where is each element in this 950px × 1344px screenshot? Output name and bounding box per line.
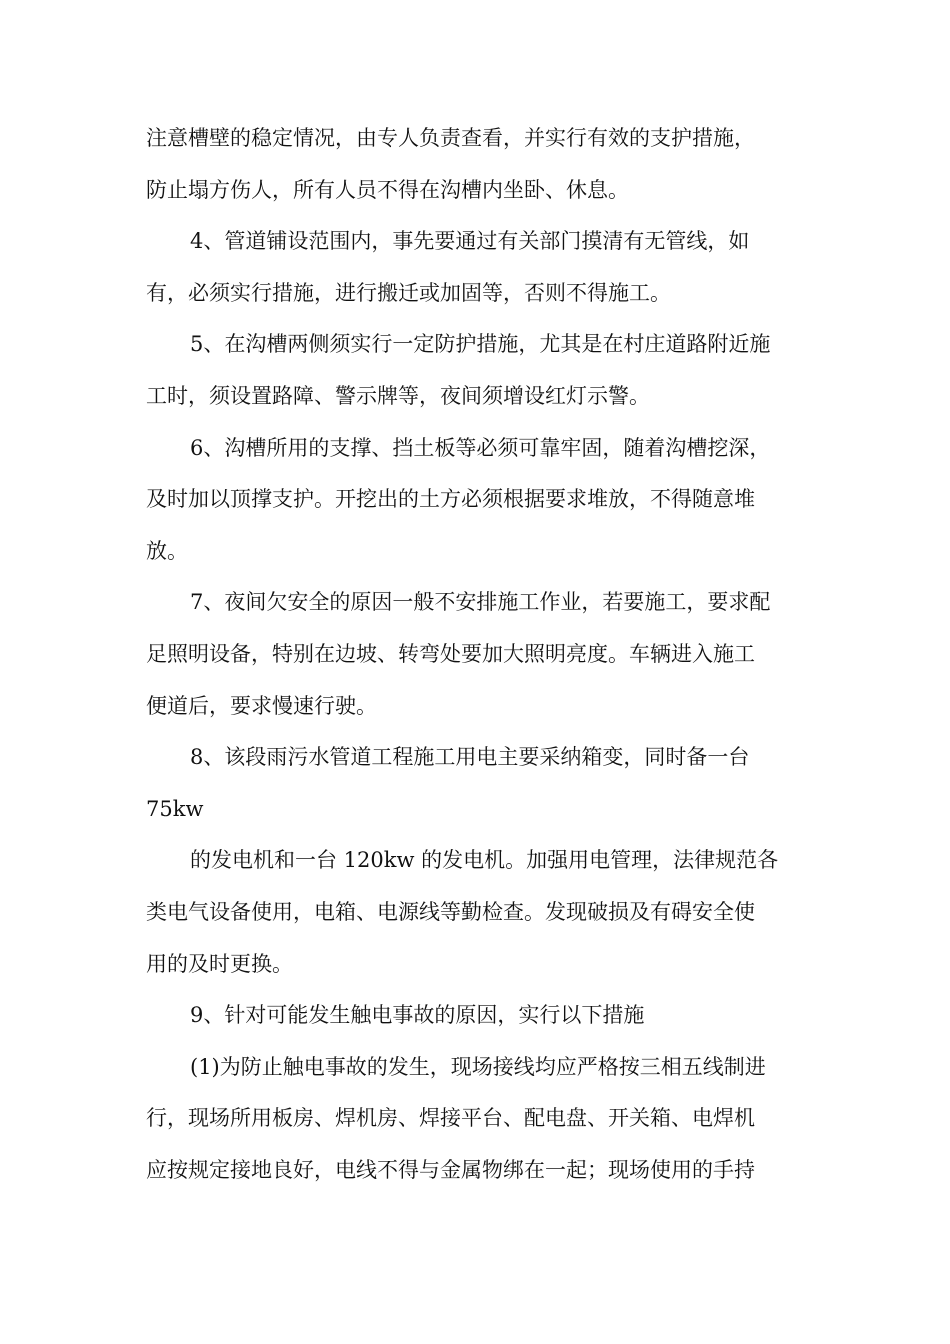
text-line: 6、沟槽所用的支撑、挡土板等必须可靠牢固，随着沟槽挖深， [190, 435, 771, 460]
text-line: 放。 [146, 538, 188, 563]
text-line: (1)为防止触电事故的发生，现场接线均应严格按三相五线制进 [190, 1054, 766, 1079]
text-line: 的发电机和一台 120kw 的发电机。加强用电管理，法律规范各 [190, 848, 779, 873]
text-line: 行，现场所用板房、焊机房、焊接平台、配电盘、开关箱、电焊机 [146, 1106, 755, 1131]
text-line: 应按规定接地良好，电线不得与金属物绑在一起；现场使用的手持 [146, 1157, 755, 1182]
text-line: 便道后，要求慢速行驶。 [146, 693, 377, 718]
text-line: 4、管道铺设范围内，事先要通过有关部门摸清有无管线，如 [190, 229, 750, 254]
body-text [146, 113, 811, 1196]
text-line: 7、夜间欠安全的原因一般不安排施工作业，若要施工，要求配 [190, 590, 771, 615]
text-line: 注意槽壁的稳定情况，由专人负责查看，并实行有效的支护措施， [146, 126, 755, 150]
text-line: 类电气设备使用，电箱、电源线等勤检查。发现破损及有碍安全使 [146, 899, 755, 924]
text-line: 5、在沟槽两侧须实行一定防护措施，尤其是在村庄道路附近施 [190, 332, 771, 357]
text-line: 有，必须实行措施，进行搬迁或加固等，否则不得施工。 [146, 280, 671, 305]
text-line: 足照明设备，特别在边坡、转弯处要加大照明亮度。车辆进入施工 [146, 641, 755, 666]
text-line: 及时加以顶撑支护。开挖出的土方必须根据要求堆放，不得随意堆 [146, 487, 755, 512]
text-line: 75kw [146, 796, 204, 821]
text-line: 9、针对可能发生触电事故的原因，实行以下措施 [190, 1003, 645, 1028]
text-line: 用的及时更换。 [146, 951, 293, 976]
text-line: 8、该段雨污水管道工程施工用电主要采纳箱变，同时备一台 [190, 745, 750, 770]
text-line: 工时，须设置路障、警示牌等，夜间须增设红灯示警。 [146, 383, 650, 408]
text-line: 防止塌方伤人，所有人员不得在沟槽内坐卧、休息。 [146, 177, 629, 202]
